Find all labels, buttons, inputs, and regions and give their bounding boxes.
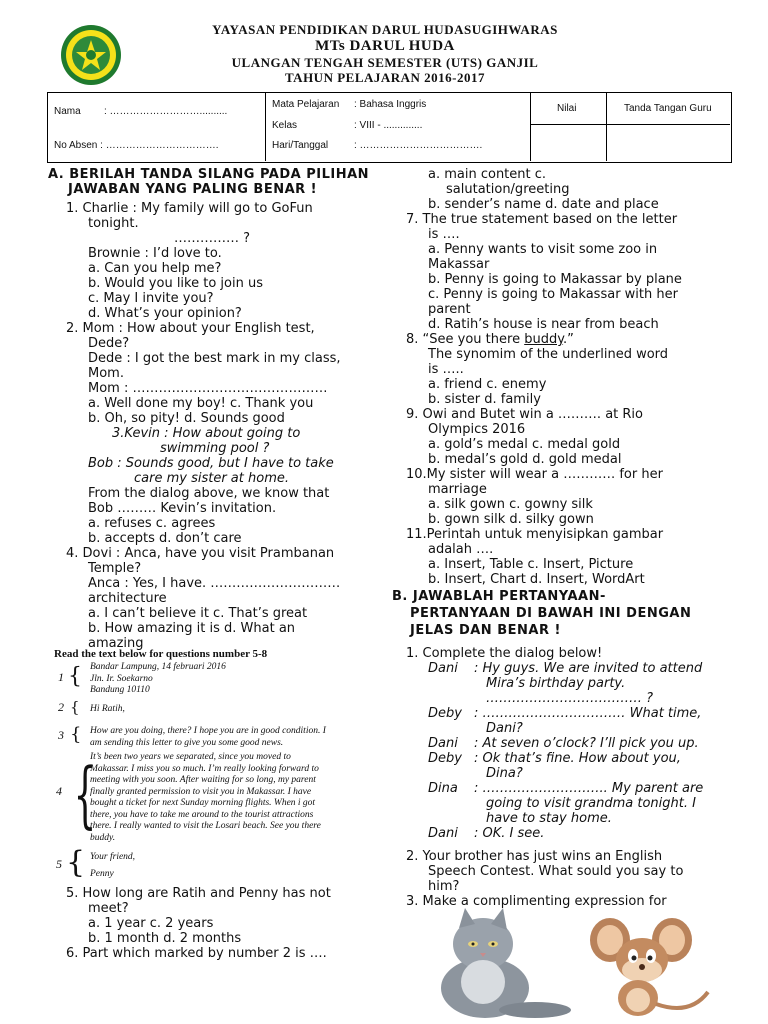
kelas-field[interactable]: : VIII - .............. — [354, 120, 423, 131]
question-7: 7. The true statement based on the letter is …. a. Penny wants to visit some zoo in Makassar b. Penny is going to Makassar by plane c. Penny is going to Makassar with her parent d. Ratih’s house is near from beach — [406, 212, 682, 332]
letter-opening: How are you doing, there? I hope you are in good condition. I am sending this letter to give you some good news. — [90, 726, 326, 748]
question-5: 5. How long are Ratih and Penny has not meet? a. 1 year c. 2 years b. 1 month d. 2 months 6. Part which marked by number 2 is …. — [66, 886, 386, 961]
noabsen-field[interactable]: No Absen : ……………………………. — [54, 140, 219, 151]
section-a-title: A. BERILAH TANDA SILANG PADA PILIHAN — [48, 167, 370, 182]
dialog-text: have to stay home. — [486, 811, 612, 826]
letter-heading: Read the text below for questions number 5-8 — [54, 648, 268, 660]
letter-closing: Your friend, Penny — [90, 852, 136, 879]
dialog-line — [406, 796, 732, 811]
section-b-title: B. JAWABLAH PERTANYAAN- — [392, 589, 606, 604]
question-1: 1. Charlie : My family will go to GoFun tonight. …………… ? Brownie : I’d love to. a. Can you help me? b. Would you like to join us c. May I invite you? d. What’s your opinion? — [66, 201, 313, 321]
dialog-speaker: Dani — [428, 661, 458, 676]
question-9: 9. Owi and Butet win a ………. at Rio Olympics 2016 a. gold’s medal c. medal gold b. medal’s gold d. gold medal — [406, 407, 643, 467]
hari-label: Hari/Tanggal — [272, 140, 329, 151]
dialog-speaker: Deby — [428, 751, 462, 766]
letter-greeting: Hi Ratih, — [90, 704, 125, 714]
academic-year: TAHUN PELAJARAN 2016-2017 — [284, 70, 486, 85]
dialog-text: Mira’s birthday party. — [486, 676, 626, 691]
dialog-text: Dina? — [486, 766, 523, 781]
dialog-line — [406, 766, 732, 781]
dialog-speaker: Deby — [428, 706, 462, 721]
dialog-text: going to visit grandma tonight. I — [486, 796, 696, 811]
question-6-options: a. main content c. salutation/greeting b. sender’s name d. date and place — [428, 167, 659, 212]
question-3: 3.Kevin : How about going to swimming pool ? Bob : Sounds good, but I have to take care my sister at home. From the dialog above, we know that Bob ……… Kevin’s invitation. a. refuses c. agrees b. accepts d. don’t care — [88, 426, 334, 546]
dialog-line — [406, 676, 732, 691]
dialog-line — [406, 826, 732, 841]
dialog — [406, 661, 732, 841]
question-11: 11.Perintah untuk menyisipkan gambar adalah …. a. Insert, Table c. Insert, Picture b. Insert, Chart d. Insert, WordArt — [406, 527, 664, 587]
mapel-label: Mata Pelajaran — [272, 99, 340, 110]
section-a: A. BERILAH TANDA SILANG PADA PILIHAN JAWABAN YANG PALING BENAR ! 1. Charlie : My family will go to GoFun tonight. …………… ? Brownie : I’d love to. a. Can you help me? b. Would you like to join us c. May I invite you? d. What’s your opinion? 2. Mom : How about your English test, Dede? Dede : I got the best mark in my class, Mom. Mom : ……………………………………… a. Well done my boy! c. Thank you b. Oh, so pity! d. Sounds good 3.Kevin : How about going to swimming pool ? Bob : Sounds good, but I have to take care my sister at home. From the dialog above, we know that Bob ……… Kevin’s invitation. a. refuses c. agrees b. accepts d. don’t care 4. Dovi : Anca, have you visit Prambanan Temple? Anca : Yes, I have. ………………………… architecture a. I can’t believe it c. That’s great b. How amazing it is d. What an amazing — [48, 167, 383, 651]
dialog-line — [406, 721, 732, 736]
kelas-label: Kelas — [272, 120, 298, 131]
cat-illustration — [425, 906, 575, 1020]
dialog-line — [406, 811, 732, 826]
dialog-line — [406, 706, 732, 721]
dialog-speaker: Dina — [428, 781, 458, 796]
school-crest-icon — [60, 24, 122, 86]
brace-3: { — [70, 724, 82, 745]
marker-3: 3 — [58, 728, 64, 742]
brace-5: { — [66, 845, 86, 880]
section-b: B. JAWABLAH PERTANYAAN- PERTANYAAN DI BAWAH INI DENGAN JELAS DAN BENAR ! — [392, 588, 732, 639]
foundation-name: YAYASAN PENDIDIKAN DARUL HUDASUGIHWARAS — [212, 22, 558, 37]
dialog-speaker: Dani — [428, 736, 458, 751]
school-name: MTs DARUL HUDA — [315, 38, 455, 54]
grey-cat-icon — [425, 906, 575, 1020]
dialog-text: : At seven o’clock? I’ll pick you up. — [474, 736, 699, 751]
section-b-q3: 3. Make a complimenting expression for — [406, 894, 667, 909]
ttd-label: Tanda Tangan Guru — [624, 103, 712, 114]
dialog-line — [406, 736, 732, 751]
dialog-text: : Ok that’s fine. How about you, — [474, 751, 681, 766]
mapel-value: : Bahasa Inggris — [354, 99, 427, 110]
dialog-text: : …………………………… What time, — [474, 706, 702, 721]
exam-title: ULANGAN TENGAH SEMESTER (UTS) GANJIL — [231, 55, 539, 70]
marker-1: 1 — [58, 670, 64, 684]
brace-1: { — [68, 664, 82, 689]
letter-body: It’s been two years we separated, since you moved to Makassar. I miss you so much. I’m really looking forward to meeting with you soon. After waiting for so long, my parent finally granted permission to visit you in Makassar. I have bought a ticket for next Sunday morning flights. When i got there, you have to take me around to the tourist attractions there. I really wanted to visit the Losari beach. See you there buddy. — [90, 752, 321, 843]
question-10: 10.My sister will wear a ………… for her marriage a. silk gown c. gowny silk b. gown silk d. silky gown — [406, 467, 663, 527]
brace-4: { — [73, 752, 97, 836]
dialog-line — [406, 751, 732, 766]
section-b-q2: 2. Your brother has just wins an English Speech Contest. What sould you say to him? 3. Make a complimenting expression for — [406, 849, 732, 909]
dialog-text: : Hy guys. We are invited to attend — [474, 661, 703, 676]
brace-2: { — [70, 698, 80, 716]
nilai-label: Nilai — [557, 103, 577, 114]
cartoon-mouse-icon — [580, 912, 720, 1020]
dialog-line — [406, 691, 732, 706]
question-2: 2. Mom : How about your English test, Dede? Dede : I got the best mark in my class, Mom. Mom : ……………………………………… a. Well done my boy! c. Thank you b. Oh, so pity! d. Sounds good — [66, 321, 341, 426]
dialog-speaker: Dani — [428, 826, 458, 841]
right-column — [406, 167, 731, 587]
section-b-q1: 1. Complete the dialog below! Dani : Hy guys. We are invited to attend Mira’s birthday party. ……………………………… ? Deby : …………………………… What time, Dani? Dani : At seven o’clock? I’ll pick you up. Deby : Ok that’s fine. How about you, Dina? Dina : ……………………….. My parent are going to visit grandma tonight. I have to stay home. Dani : OK. I see. — [406, 646, 732, 841]
nama-field[interactable]: : ……………………….......... — [104, 106, 228, 117]
marker-4: 4 — [56, 784, 62, 798]
mouse-illustration — [580, 912, 720, 1020]
question-6: 6. Part which marked by number 2 is …. — [66, 946, 327, 961]
marker-5: 5 — [56, 857, 62, 871]
dialog-text: : OK. I see. — [474, 826, 545, 841]
nama-label: Nama — [54, 106, 81, 117]
dialog-text: : ……………………….. My parent are — [474, 781, 704, 796]
dialog-text: Dani? — [486, 721, 523, 736]
dialog-line — [406, 661, 732, 676]
school-logo — [60, 24, 122, 86]
hari-field[interactable]: : ………………………………. — [354, 140, 483, 151]
question-8: 8. “See you there buddy.” The synomim of the underlined word is ….. a. friend c. enemy b. sister d. family — [406, 332, 669, 407]
dialog-text: ……………………………… ? — [486, 691, 654, 706]
dialog-line — [406, 781, 732, 796]
question-4: 4. Dovi : Anca, have you visit Prambanan Temple? Anca : Yes, I have. ………………………… architecture a. I can’t believe it c. That’s great b. How amazing it is d. What an amazing — [66, 546, 341, 651]
marker-2: 2 — [58, 700, 64, 714]
underlined-word: buddy — [524, 332, 564, 347]
letter-address: Bandar Lampung, 14 februari 2016 Jln. Ir. Soekarno Bandung 10110 — [90, 662, 226, 695]
